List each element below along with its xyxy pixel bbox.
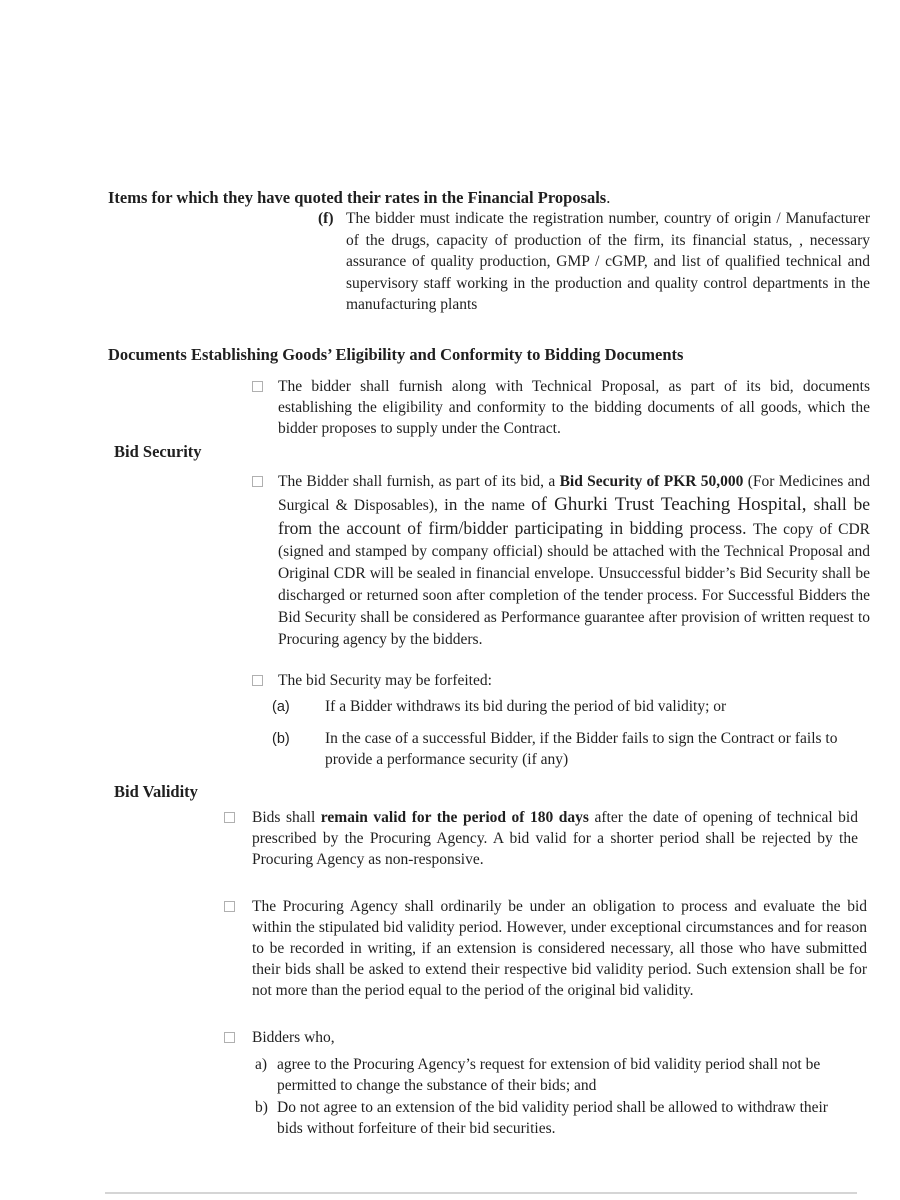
page-footer-divider <box>105 1192 857 1194</box>
furnish-in-the: in the <box>444 495 492 514</box>
furnish-paren: (For Medicines and Surgical & Disposables), <box>278 473 870 514</box>
bidders-item-a <box>255 1054 845 1096</box>
heading-financial-proposals-period: . <box>606 188 611 207</box>
heading-goods-eligibility: Documents Establishing Goods’ Eligibility and Conformity to Bidding Documents <box>108 345 684 364</box>
clause-f-label: (f) <box>318 210 334 227</box>
bid-validity-paragraph-text <box>252 807 858 870</box>
extension-paragraph <box>224 896 867 1001</box>
furnish-account-phrase: shall be from the account of firm/bidder participating in bidding process. <box>278 494 870 538</box>
bidders-item-a-label: a) <box>255 1056 268 1073</box>
square-bullet-icon <box>252 476 263 487</box>
bid-validity-paragraph <box>224 807 858 870</box>
bidders-item-b-text: Do not agree to an extension of the bid validity period shall be allowed to withdraw their bids without forfeiture of their bid securities. <box>277 1099 828 1137</box>
forfeit-item-a-text: If a Bidder withdraws its bid during the period of bid validity; or <box>325 698 727 715</box>
square-bullet-icon <box>224 1032 235 1043</box>
square-bullet-icon <box>252 381 263 392</box>
furnish-name: name <box>491 497 532 514</box>
forfeit-item-b-label: (b) <box>272 731 290 747</box>
validity-rest: after the date of opening of technical bid prescribed by the Procuring Agency. A bid valid for a shorter period shall be rejected by the Procuring Agency as non-responsive. <box>252 809 858 868</box>
forfeit-item-a-label: (a) <box>272 699 290 715</box>
bidders-item-b-label: b) <box>255 1099 268 1116</box>
square-bullet-icon <box>224 812 235 823</box>
square-bullet-icon <box>252 675 263 686</box>
bidders-item-b <box>255 1097 845 1139</box>
forfeit-item-b-text: In the case of a successful Bidder, if the Bidder fails to sign the Contract or fails to provide a performance security (if any) <box>325 730 838 768</box>
furnish-lead: The Bidder shall furnish, as part of its bid, a <box>278 473 560 490</box>
forfeit-item-a <box>272 696 856 717</box>
extension-paragraph-text: The Procuring Agency shall ordinarily be under an obligation to process and evaluate the bid within the stipulated bid validity period. However, under exceptional circumstances and for reason to be recorded in writing, if an extension is considered necessary, all those who have submitted their bids shall be asked to extend their respective bid validity period. Such extension shall be for not more than the period equal to the period of the original bid validity. <box>252 898 867 999</box>
furnish-bold-amount: Bid Security of PKR 50,000 <box>559 473 748 490</box>
bidders-intro-text: Bidders who, <box>252 1029 335 1046</box>
clause-f-text: The bidder must indicate the registration number, country of origin / Manufacturer of the drugs, capacity of production of the firm, its financial status, , necessary assurance of quality production, GMP / cGMP, and list of qualified technical and supervisory staff working in the production and quality control departments in the manufacturing plants <box>346 210 870 313</box>
heading-financial-proposals-text: Items for which they have quoted their rates in the Financial Proposals <box>108 188 607 207</box>
forfeit-item-b <box>272 728 856 770</box>
eligibility-paragraph-text: The bidder shall furnish along with Technical Proposal, as part of its bid, documents establishing the eligibility and conformity to the bidding documents of all goods, which the bidder proposes to supply under the Contract. <box>278 378 870 437</box>
bidders-intro-paragraph <box>224 1027 858 1048</box>
bidders-item-a-text: agree to the Procuring Agency’s request for extension of bid validity period shall not be permitted to change the substance of their bids; and <box>277 1056 821 1094</box>
furnish-hospital-name: of Ghurki Trust Teaching Hospital, <box>531 494 814 515</box>
clause-f <box>318 208 870 316</box>
heading-financial-proposals <box>108 188 880 207</box>
heading-bid-validity: Bid Validity <box>114 782 198 801</box>
eligibility-paragraph <box>252 376 870 439</box>
bid-security-paragraph-text <box>278 471 870 651</box>
square-bullet-icon <box>224 901 235 912</box>
validity-bold-period: remain valid for the period of 180 days <box>320 809 595 826</box>
heading-bid-security: Bid Security <box>114 442 202 461</box>
furnish-rest: The copy of CDR (signed and stamped by company official) should be attached with the Technical Proposal and Original CDR will be sealed in financial envelope. Unsuccessful bidder’s Bid Security shall be discharged or returned soon after completion of the tender process. For Successful Bidders the Bid Security shall be considered as Performance guarantee after provision of written request to Procuring agency by the bidders. <box>278 521 870 648</box>
validity-lead: Bids shall <box>252 809 321 826</box>
bid-security-paragraph <box>252 471 870 651</box>
forfeit-intro-paragraph <box>252 670 870 691</box>
forfeit-intro-text: The bid Security may be forfeited: <box>278 672 492 689</box>
